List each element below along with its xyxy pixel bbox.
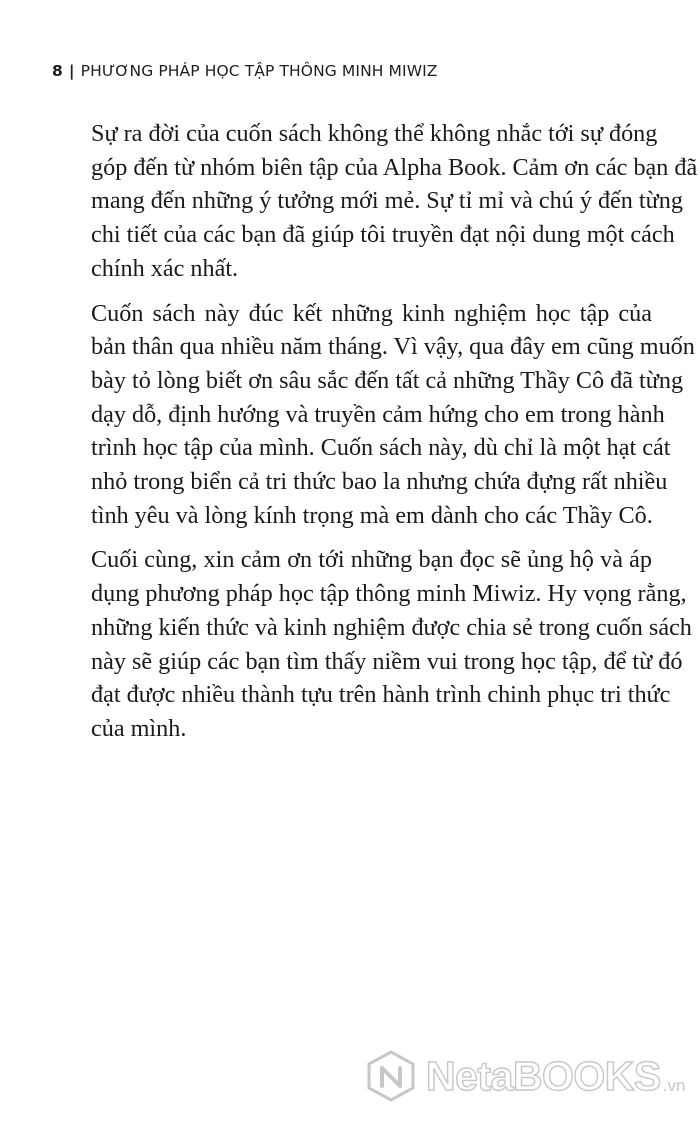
text-line: góp đến từ nhóm biên tập của Alpha Book. Cảm ơn các bạn đã [91, 153, 698, 181]
text-line: bản thân qua nhiều năm tháng. Vì vậy, qua đây em cũng muốn [91, 333, 695, 361]
paragraph-1 [52, 117, 698, 286]
text-line: dụng phương pháp học tập thông minh Miwiz. Hy vọng rằng, [91, 580, 687, 608]
text-line: dạy dỗ, định hướng và truyền cảm hứng cho em trong hành [91, 400, 665, 428]
text-line: của mình. [91, 714, 187, 742]
paragraph-3 [52, 543, 692, 745]
text-line: tình yêu và lòng kính trọng mà em dành cho các Thầy Cô. [91, 501, 653, 529]
netabooks-logo-icon [364, 1049, 418, 1103]
text-line: Cuốn sách này đúc kết những kinh nghiệm học tập của [91, 299, 652, 327]
book-title: PHƯƠNG PHÁP HỌC TẬP THÔNG MINH MIWIZ [80, 62, 438, 80]
running-header [52, 62, 438, 80]
text-line: này sẽ giúp các bạn tìm thấy niềm vui trong học tập, để từ đó [91, 647, 683, 675]
body-text [52, 117, 698, 757]
text-line: mang đến những ý tưởng mới mẻ. Sự tỉ mỉ và chú ý đến từng [91, 187, 683, 215]
watermark-brand: NetaBOOKS [426, 1052, 661, 1099]
text-line: những kiến thức và kinh nghiệm được chia sẻ trong cuốn sách [91, 613, 692, 641]
page-number: 8 [52, 62, 63, 80]
text-line: Cuối cùng, xin cảm ơn tới những bạn đọc sẽ ủng hộ và áp [91, 546, 652, 574]
text-line: chi tiết của các bạn đã giúp tôi truyền đạt nội dung một cách [91, 221, 675, 249]
text-line: nhỏ trong biển cả tri thức bao la nhưng chứa đựng rất nhiều [91, 468, 668, 496]
text-line: Sự ra đời của cuốn sách không thể không nhắc tới sự đóng [91, 120, 658, 147]
header-separator: | [68, 62, 75, 80]
text-line: đạt được nhiều thành tựu trên hành trình chinh phục tri thức [91, 681, 671, 709]
text-line: trình học tập của mình. Cuốn sách này, dù chỉ là một hạt cát [91, 434, 671, 462]
text-line: bày tỏ lòng biết ơn sâu sắc đến tất cả những Thầy Cô đã từng [91, 366, 684, 394]
paragraph-2 [52, 297, 695, 533]
watermark [364, 1046, 685, 1106]
watermark-suffix: .vn [662, 1076, 686, 1095]
text-line: chính xác nhất. [91, 254, 239, 282]
